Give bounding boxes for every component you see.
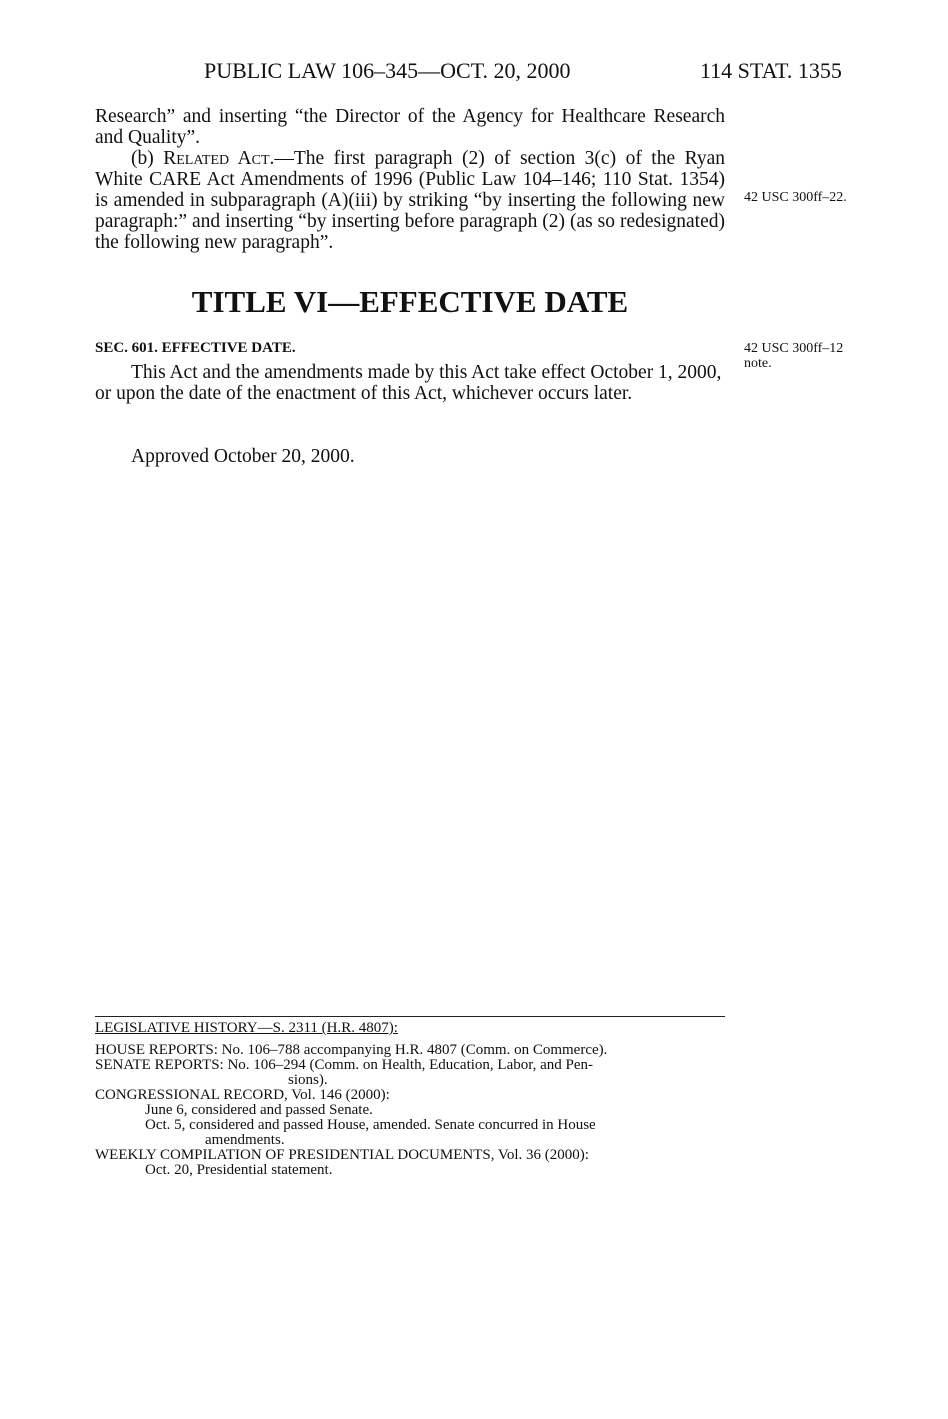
approval-block bbox=[95, 446, 725, 467]
section-heading: SEC. 601. EFFECTIVE DATE. bbox=[95, 340, 296, 356]
body-text-block bbox=[95, 106, 725, 253]
section-paragraph: This Act and the amendments made by this Act take effect October 1, 2000, or upon the date of the enactment of this Act, whichever occurs later. bbox=[95, 362, 722, 404]
weekly-entry: Oct. 20, Presidential statement. bbox=[145, 1162, 333, 1178]
senate-reports-line2: sions). bbox=[288, 1072, 328, 1088]
subsection-b-text: .—The first paragraph (2) of section 3(c) of the Ryan White CARE Act Amendments of 1996 (Public Law 104–146; 110 Stat. 1354) is amended in subparagraph (A)(iii) by striking “by inserting the following new paragraph:” and inserting “by inserting before paragraph (2) (as so redesignated) the following new paragraph”. bbox=[95, 148, 725, 253]
subsection-b-paragraph bbox=[95, 148, 725, 253]
margin-note-usc-1: 42 USC 300ff–22. bbox=[744, 190, 847, 205]
congressional-record: CONGRESSIONAL RECORD, Vol. 146 (2000): bbox=[95, 1087, 390, 1103]
margin-note-usc-2-line2: note. bbox=[744, 356, 772, 371]
margin-note-usc-2 bbox=[744, 341, 843, 371]
record-entry-house-line1: Oct. 5, considered and passed House, amended. Senate concurred in House bbox=[145, 1117, 596, 1133]
subsection-b-heading: Related Act bbox=[163, 148, 270, 169]
continuation-paragraph: Research” and inserting “the Director of the Agency for Healthcare Research and Quality”. bbox=[95, 106, 725, 148]
approval-line: Approved October 20, 2000. bbox=[131, 446, 355, 467]
record-entry-senate: June 6, considered and passed Senate. bbox=[145, 1102, 373, 1118]
history-heading: LEGISLATIVE HISTORY—S. 2311 (H.R. 4807): bbox=[95, 1020, 398, 1036]
running-header-left: PUBLIC LAW 106–345—OCT. 20, 2000 bbox=[204, 58, 571, 83]
house-reports: HOUSE REPORTS: No. 106–788 accompanying H.R. 4807 (Comm. on Commerce). bbox=[95, 1042, 608, 1058]
margin-note-usc-2-line1: 42 USC 300ff–12 bbox=[744, 341, 844, 356]
running-header-page-number: 114 STAT. 1355 bbox=[700, 58, 842, 83]
section-body bbox=[95, 362, 725, 404]
weekly-compilation: WEEKLY COMPILATION OF PRESIDENTIAL DOCUMENTS, Vol. 36 (2000): bbox=[95, 1147, 589, 1163]
senate-reports-line1: SENATE REPORTS: No. 106–294 (Comm. on Health, Education, Labor, and Pen- bbox=[95, 1057, 594, 1073]
legislative-history bbox=[95, 1016, 725, 1178]
history-divider bbox=[95, 1016, 725, 1017]
record-entry-house-line2: amendments. bbox=[205, 1132, 285, 1148]
subsection-b-label: (b) bbox=[131, 148, 164, 169]
title-heading: TITLE VI—EFFECTIVE DATE bbox=[191, 284, 629, 319]
